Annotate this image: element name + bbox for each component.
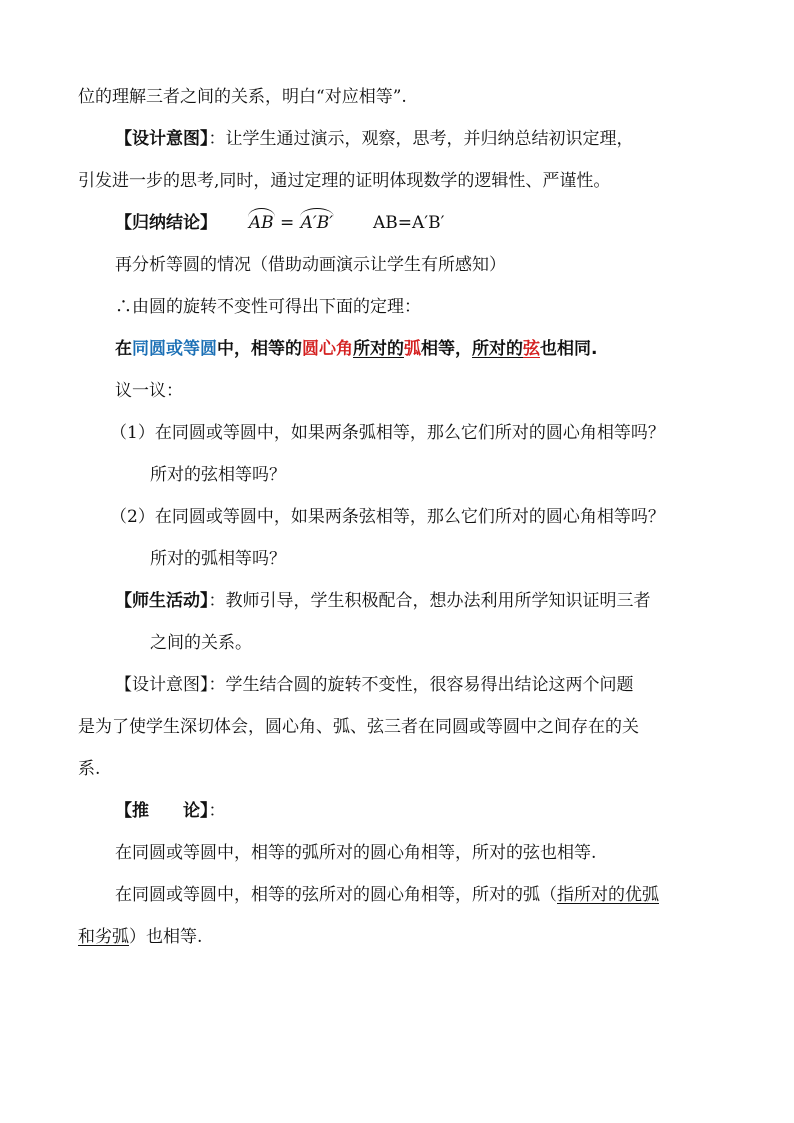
corollary-text: ）也相等. bbox=[129, 927, 203, 947]
discussion-heading: 议一议： bbox=[115, 381, 183, 401]
corollary-major-arc: 指所对的优弧 bbox=[557, 885, 659, 905]
design-intent-text: ：让学生通过演示，观察，思考，并归纳总结初识定理， bbox=[208, 129, 634, 149]
question-1-line2: 所对的弦相等吗？ bbox=[150, 465, 286, 485]
theorem-same-circle: 同圆或等圆 bbox=[132, 339, 217, 359]
activity-line2: 之间的关系。 bbox=[150, 633, 252, 653]
corollary-label: 【推 论】 bbox=[115, 801, 209, 821]
activity-label: 【师生活动】 bbox=[115, 591, 209, 611]
theorem-chord: 弦 bbox=[523, 339, 540, 359]
corollary-line1: 在同圆或等圆中，相等的弧所对的圆心角相等，所对的弦也相等. bbox=[115, 843, 597, 863]
summary-label: 【归纳结论】 bbox=[115, 213, 217, 233]
corollary-line3 bbox=[78, 925, 202, 949]
theorem-part: 在 bbox=[115, 339, 132, 359]
question-2-line1: （2）在同圆或等圆中，如果两条弦相等，那么它们所对的圆心角相等吗？ bbox=[110, 507, 665, 527]
arc-ab-prime: A′B′ bbox=[300, 213, 334, 233]
design-intent-line2: 引发进一步的思考,同时，通过定理的证明体现数学的逻辑性、严谨性。 bbox=[78, 171, 611, 191]
corollary-text: 在同圆或等圆中，相等的弦所对的圆心角相等，所对的弧（ bbox=[115, 885, 557, 905]
theorem-part: 所对的 bbox=[353, 339, 404, 359]
corollary-heading bbox=[115, 799, 226, 823]
paragraph-continuation: 位的理解三者之间的关系，明白“对应相等”. bbox=[78, 87, 407, 107]
arc-equation bbox=[248, 213, 340, 233]
theorem-arc: 弧 bbox=[404, 339, 421, 359]
activity-text: ：教师引导，学生积极配合，想办法利用所学知识证明三者 bbox=[208, 591, 651, 611]
corollary-minor-arc: 和劣弧 bbox=[78, 927, 129, 947]
theorem-part: 中，相等的 bbox=[217, 339, 302, 359]
theorem-central-angle: 圆心角 bbox=[302, 339, 353, 359]
activity-line1 bbox=[115, 589, 651, 613]
chord-equation: AB=A′B′ bbox=[372, 213, 445, 233]
summary-line bbox=[115, 211, 444, 235]
equals-sign: = bbox=[274, 213, 300, 233]
corollary-colon: ： bbox=[208, 801, 226, 821]
equal-circle-analysis: 再分析等圆的情况（借助动画演示让学生有所感知） bbox=[115, 255, 506, 275]
design-intent-label: 【设计意图】 bbox=[115, 129, 209, 149]
arc-ab: AB bbox=[248, 213, 274, 233]
design-intent2-line1 bbox=[115, 673, 634, 697]
theorem-part: 所对的 bbox=[472, 339, 523, 359]
design-intent2-label: 【设计意图】 bbox=[115, 675, 209, 695]
design-intent2-text: ：学生结合圆的旋转不变性，很容易得出结论这两个问题 bbox=[208, 675, 634, 695]
question-1-line1: （1）在同圆或等圆中，如果两条弧相等，那么它们所对的圆心角相等吗？ bbox=[110, 423, 665, 443]
theorem-statement bbox=[115, 337, 597, 361]
rotation-invariance-line: ∴由圆的旋转不变性可得出下面的定理： bbox=[115, 297, 421, 317]
corollary-line2 bbox=[115, 883, 659, 907]
design-intent-line1 bbox=[115, 127, 634, 151]
theorem-part: 相等， bbox=[421, 339, 472, 359]
design-intent2-line3: 系. bbox=[78, 759, 101, 779]
design-intent2-line2: 是为了使学生深切体会，圆心角、弧、弦三者在同圆或等圆中之间存在的关 bbox=[78, 717, 639, 737]
question-2-line2: 所对的弧相等吗？ bbox=[150, 549, 286, 569]
theorem-part: 也相同. bbox=[540, 339, 598, 359]
